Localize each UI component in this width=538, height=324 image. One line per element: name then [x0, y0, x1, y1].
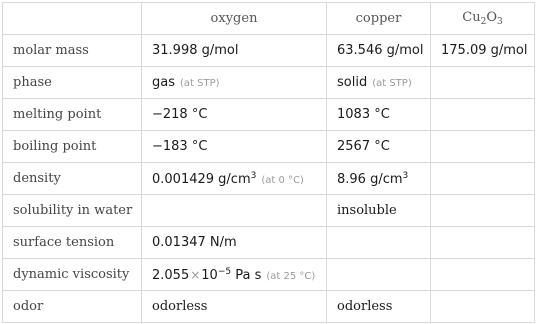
cell-copper: 2567 °C — [327, 131, 431, 163]
formula-sub-2: 2 — [480, 17, 487, 27]
row-label: odor — [3, 291, 142, 323]
formula-cu: Cu — [462, 10, 481, 25]
table-row-surface-tension — [3, 227, 535, 259]
cell-cu2o3 — [431, 227, 535, 259]
cell-copper — [327, 259, 431, 291]
cell-cu2o3 — [431, 291, 535, 323]
formula-o: O — [486, 10, 497, 25]
table-row-density — [3, 163, 535, 195]
condition-note: (at STP) — [372, 78, 412, 89]
row-label: molar mass — [3, 35, 142, 67]
cell-oxygen: 0.01347 N/m — [142, 227, 327, 259]
row-label: phase — [3, 67, 142, 99]
header-empty-cell — [3, 3, 142, 35]
cell-cu2o3 — [431, 259, 535, 291]
table-row-melting-point — [3, 99, 535, 131]
cell-oxygen — [142, 195, 327, 227]
cell-copper: odorless — [327, 291, 431, 323]
row-label: solubility in water — [3, 195, 142, 227]
table-row-odor — [3, 291, 535, 323]
condition-note: (at 0 °C) — [261, 174, 304, 186]
cell-cu2o3 — [431, 131, 535, 163]
properties-table — [2, 2, 535, 323]
header-oxygen: oxygen — [142, 3, 327, 35]
cell-oxygen — [142, 67, 327, 99]
mantissa: 2.055 — [152, 267, 190, 283]
cell-cu2o3 — [431, 163, 535, 195]
table-row-solubility — [3, 195, 535, 227]
cell-cu2o3 — [431, 67, 535, 99]
table-row-phase — [3, 67, 535, 99]
cell-copper — [327, 163, 431, 195]
power-exponent: −5 — [217, 266, 232, 277]
table-row-dynamic-viscosity — [3, 259, 535, 291]
power-base: 10 — [201, 267, 218, 283]
cell-value: gas — [152, 75, 175, 90]
cell-cu2o3: 175.09 g/mol — [431, 35, 535, 67]
header-cu2o3 — [431, 3, 535, 35]
cell-value: 8.96 g/cm — [337, 171, 403, 187]
cell-oxygen: −183 °C — [142, 131, 327, 163]
unit-exponent: 3 — [402, 170, 409, 181]
header-copper: copper — [327, 3, 431, 35]
cell-oxygen: 31.998 g/mol — [142, 35, 327, 67]
cell-copper: 1083 °C — [327, 99, 431, 131]
row-label: dynamic viscosity — [3, 259, 142, 291]
condition-note: (at STP) — [180, 78, 220, 89]
times-sign: × — [190, 267, 201, 282]
unit-exponent: 3 — [250, 170, 257, 181]
unit: Pa s — [235, 267, 262, 283]
cell-copper: insoluble — [327, 195, 431, 227]
cell-cu2o3 — [431, 99, 535, 131]
cell-cu2o3 — [431, 195, 535, 227]
cell-copper: 63.546 g/mol — [327, 35, 431, 67]
header-row — [3, 3, 535, 35]
table-row-molar-mass — [3, 35, 535, 67]
cell-value: solid — [337, 75, 368, 90]
table-row-boiling-point — [3, 131, 535, 163]
cell-copper — [327, 227, 431, 259]
cell-oxygen: odorless — [142, 291, 327, 323]
formula-sub-3: 3 — [497, 17, 503, 27]
row-label: density — [3, 163, 142, 195]
cell-oxygen — [142, 259, 327, 291]
cell-value: 0.001429 g/cm — [152, 171, 251, 187]
cell-copper — [327, 67, 431, 99]
cell-oxygen: −218 °C — [142, 99, 327, 131]
cell-oxygen — [142, 163, 327, 195]
row-label: boiling point — [3, 131, 142, 163]
row-label: melting point — [3, 99, 142, 131]
condition-note: (at 25 °C) — [266, 270, 316, 282]
row-label: surface tension — [3, 227, 142, 259]
